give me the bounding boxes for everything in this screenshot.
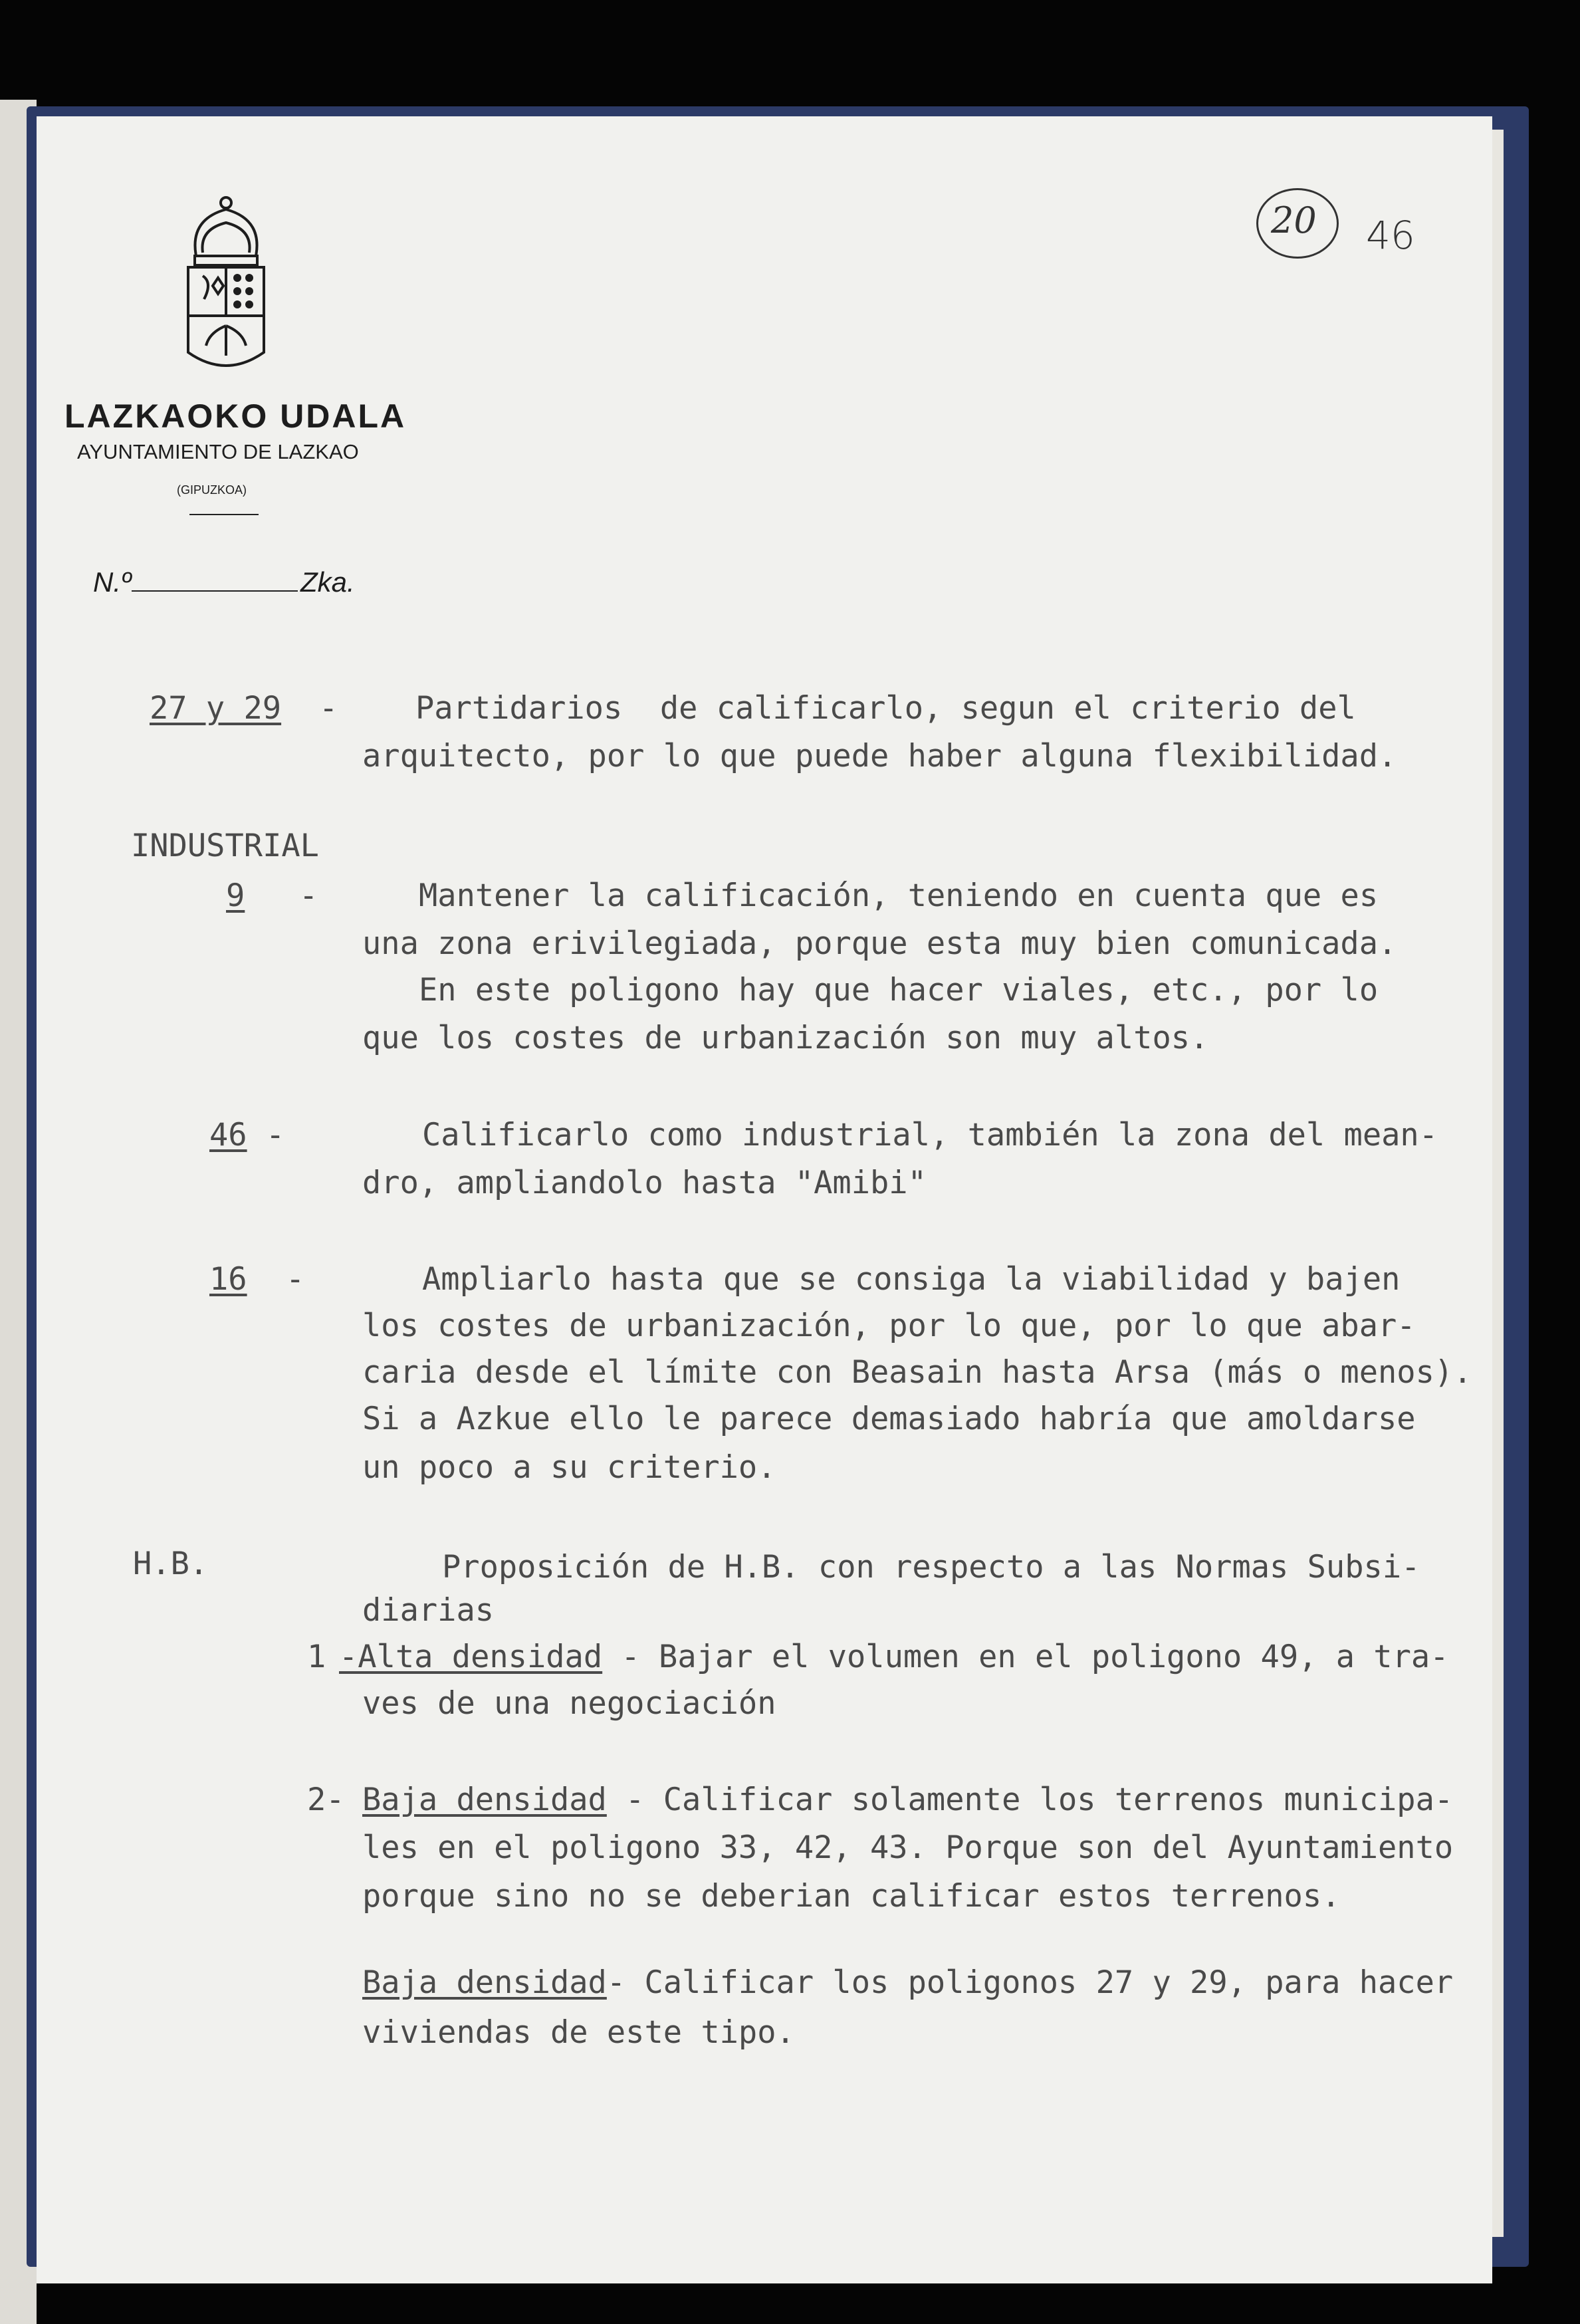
industrial-heading: INDUSTRIAL [131, 828, 319, 864]
item-heading-row [362, 1782, 1453, 1818]
text-line: Partidarios de calificarlo, segun el criterio del [415, 690, 1356, 727]
text-line: Proposición de H.B. con respecto a las Normas Subsi- [442, 1549, 1420, 1585]
coat-of-arms-icon [176, 193, 276, 379]
text-line: Calificarlo como industrial, también la zona del mean- [422, 1117, 1438, 1153]
section-dash: - [319, 690, 338, 727]
section-label: 46 [209, 1117, 247, 1153]
item-heading: Baja densidad [362, 1782, 607, 1818]
text-line: Mantener la calificación, teniendo en cuenta que es [419, 877, 1379, 914]
text-line: arquitecto, por lo que puede haber alguna flexibilidad. [362, 738, 1397, 774]
section-label: 27 y 29 [150, 690, 282, 727]
letterhead-name: LAZKAOKO UDALA [64, 398, 407, 435]
hb-label: H.B. [133, 1546, 209, 1582]
item-number: 2- [307, 1782, 345, 1818]
text-line: ves de una negociación [362, 1685, 776, 1722]
text-line: los costes de urbanización, por lo que, por lo que abar- [362, 1308, 1416, 1344]
text-line: caria desde el límite con Beasain hasta Arsa (más o menos). [362, 1354, 1472, 1391]
section-dash: - [286, 1261, 305, 1298]
text-line: diarias [362, 1592, 495, 1629]
section-label: 16 [209, 1261, 247, 1298]
item-number: 1 [307, 1639, 326, 1675]
section-label: 9 [226, 877, 245, 914]
text-line: Si a Azkue ello le parece demasiado habría que amoldarse [362, 1401, 1416, 1437]
text-line: En este poligono hay que hacer viales, etc., por lo [419, 972, 1379, 1008]
item-text: - Calificar los poligonos 27 y 29, para hacer [606, 1964, 1454, 2001]
item-text: - Calificar solamente los terrenos municipa- [606, 1782, 1454, 1818]
number-blank-line [132, 590, 298, 592]
text-line: que los costes de urbanización son muy altos. [362, 1020, 1209, 1056]
item-heading-row [362, 1964, 1453, 2001]
section-dash: - [266, 1117, 285, 1153]
text-line: una zona erivilegiada, porque esta muy bien comunicada. [362, 925, 1397, 962]
text-line: porque sino no se deberian calificar estos terrenos. [362, 1878, 1341, 1915]
zka-label: Zka. [300, 566, 355, 598]
item-heading-row [339, 1639, 1449, 1675]
text-line: dro, ampliandolo hasta "Amibi" [362, 1165, 927, 1201]
item-heading: Baja densidad [362, 1964, 607, 2001]
item-heading: -Alta densidad [339, 1639, 603, 1675]
typed-page-number: 46 [1366, 213, 1415, 258]
number-label: N.º [93, 566, 132, 598]
section-dash: - [299, 877, 318, 914]
text-line: Ampliarlo hasta que se consiga la viabilidad y bajen [422, 1261, 1401, 1298]
text-line: un poco a su criterio. [362, 1449, 776, 1486]
letterhead-province: (GIPUZKOA) [177, 483, 247, 497]
letterhead-divider [189, 514, 259, 515]
text-line: viviendas de este tipo. [362, 2014, 795, 2051]
handwritten-page-number: 20 [1271, 199, 1317, 241]
item-text: - Bajar el volumen en el poligono 49, a tra- [602, 1639, 1449, 1675]
letterhead-subtitle: AYUNTAMIENTO DE LAZKAO [77, 440, 359, 463]
text-line: les en el poligono 33, 42, 43. Porque son del Ayuntamiento [362, 1829, 1454, 1866]
